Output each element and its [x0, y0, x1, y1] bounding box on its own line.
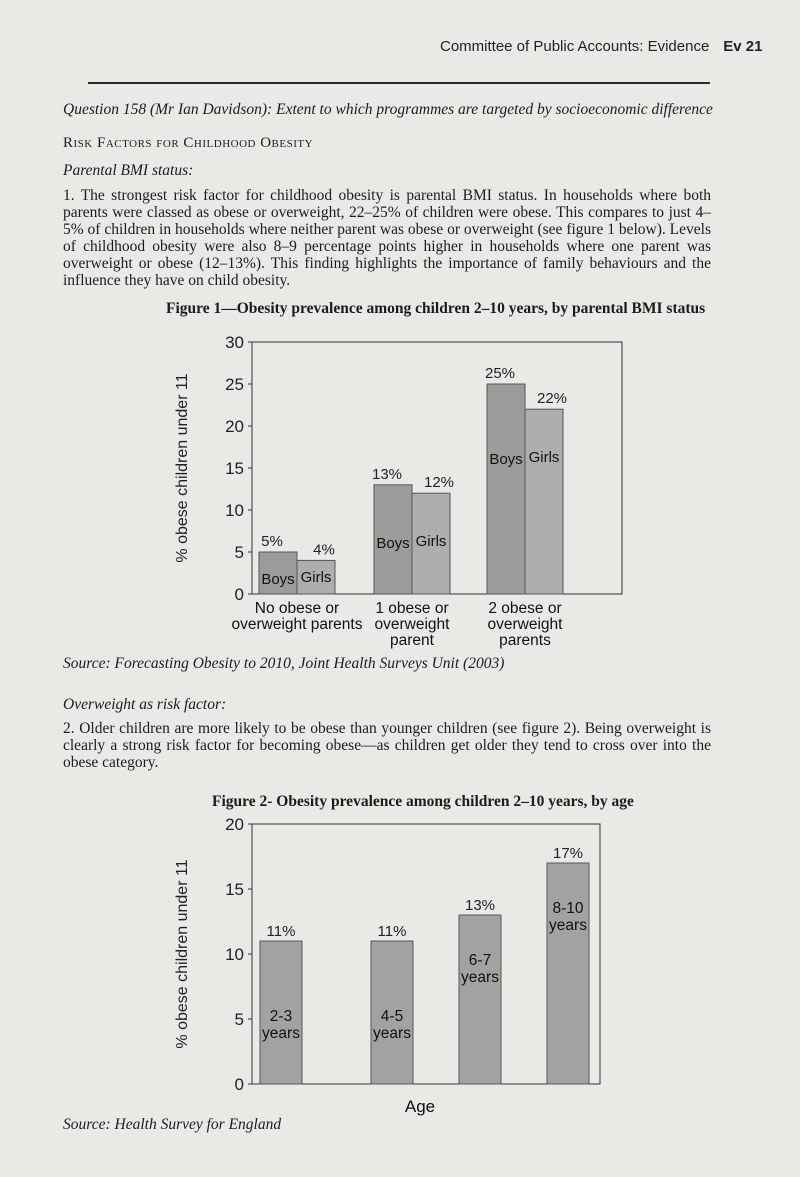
- section-title: Risk Factors for Childhood Obesity: [63, 135, 314, 151]
- bar-category-label: 4-5: [380, 1008, 404, 1025]
- bar-value-label: 11%: [377, 923, 407, 940]
- series-label-girls: Girls: [415, 533, 447, 551]
- x-tick-label: overweight: [487, 616, 563, 633]
- bar-value-label-girls: 12%: [423, 474, 455, 492]
- figure-2-source: Source: Health Survey for England: [63, 1116, 282, 1133]
- y-tick-label: 5: [234, 1010, 244, 1029]
- y-tick-label: 0: [234, 585, 244, 604]
- subhead-parental-bmi: Parental BMI status:: [63, 162, 194, 179]
- bar-category-label: 2-3: [269, 1008, 293, 1025]
- bar-category-label: 8-10: [552, 900, 584, 917]
- y-tick-label: 15: [225, 880, 244, 899]
- figure-2-chart: [160, 812, 620, 1122]
- bar-category-label: years: [461, 969, 499, 986]
- x-tick-label: 2 obese or: [488, 600, 562, 617]
- header-rule: [88, 82, 710, 84]
- bar-value-label-boys: 25%: [484, 365, 516, 382]
- bar: [547, 863, 589, 1084]
- y-tick-label: 20: [225, 417, 244, 436]
- bar-category-label: 6-7: [468, 952, 492, 969]
- figure-1-caption: Figure 1—Obesity prevalence among children 2–10 years, by parental BMI status: [166, 300, 706, 317]
- y-tick-label: 5: [234, 543, 244, 562]
- y-tick-label: 0: [234, 1075, 244, 1094]
- bar-value-label-boys: 5%: [261, 533, 283, 550]
- x-axis-label: Age: [404, 1097, 436, 1116]
- series-label-girls: Girls: [528, 449, 560, 467]
- y-tick-label: 10: [225, 501, 244, 520]
- x-tick-label: parent: [390, 632, 434, 649]
- bar-value-label: 17%: [552, 845, 584, 862]
- x-tick-label: 1 obese or: [375, 600, 449, 617]
- bar-boys: [487, 384, 525, 594]
- series-label-boys: Boys: [261, 571, 295, 588]
- bar: [459, 915, 501, 1084]
- bar-value-label-boys: 13%: [371, 465, 403, 483]
- y-tick-label: 30: [225, 333, 244, 352]
- series-label-boys: Boys: [376, 535, 410, 553]
- figure-1-source: Source: Forecasting Obesity to 2010, Joint Health Surveys Unit (2003): [63, 655, 505, 672]
- x-tick-label: overweight: [374, 616, 450, 633]
- bar-value-label-girls: 4%: [313, 541, 335, 559]
- y-axis-label: % obese children under 11: [174, 859, 191, 1049]
- x-tick-label: parents: [499, 632, 551, 649]
- bar-category-label: years: [262, 1025, 300, 1042]
- bar-value-label: 13%: [464, 897, 496, 914]
- figure-1-chart: [160, 324, 640, 654]
- subhead-overweight: Overweight as risk factor:: [63, 696, 227, 713]
- y-tick-label: 10: [225, 945, 244, 964]
- header-title: Committee of Public Accounts: Evidence: [440, 38, 710, 55]
- running-header: [440, 38, 763, 55]
- series-label-girls: Girls: [300, 569, 332, 586]
- bar-value-label: 11%: [266, 923, 296, 940]
- bar-girls: [525, 409, 563, 594]
- bar-category-label: years: [549, 917, 587, 934]
- paragraph-1: 1. The strongest risk factor for childhood obesity is parental BMI status. In households where both parents were classed as obese or overweight, 22–25% of children were obese. This compares to just 4–5% of children in households where neither parent was obese or overweight (see figure 1 below). Levels of childhood obesity were also 8–9 percentage points higher in households where one parent was overweight or obese (12–13%). This finding highlights the importance of family behaviours and the influence they have on child obesity.: [63, 187, 711, 289]
- bar-category-label: years: [373, 1025, 411, 1042]
- y-tick-label: 20: [225, 815, 244, 834]
- question-heading: Question 158 (Mr Ian Davidson): Extent to which programmes are targeted by socioeconomic difference: [63, 101, 713, 118]
- y-tick-label: 25: [225, 375, 244, 394]
- x-tick-label: overweight parents: [231, 616, 363, 633]
- page-number: Ev 21: [723, 38, 763, 55]
- bar-value-label-girls: 22%: [536, 390, 568, 408]
- y-tick-label: 15: [225, 459, 244, 478]
- x-tick-label: No obese or: [254, 600, 340, 617]
- series-label-boys: Boys: [489, 451, 523, 469]
- figure-2-caption: Figure 2- Obesity prevalence among children 2–10 years, by age: [212, 793, 634, 810]
- paragraph-2: 2. Older children are more likely to be obese than younger children (see figure 2). Being overweight is clearly a strong risk factor for becoming obese—as children get older they tend to cross over into the obese category.: [63, 720, 711, 771]
- y-axis-label: % obese children under 11: [174, 373, 191, 563]
